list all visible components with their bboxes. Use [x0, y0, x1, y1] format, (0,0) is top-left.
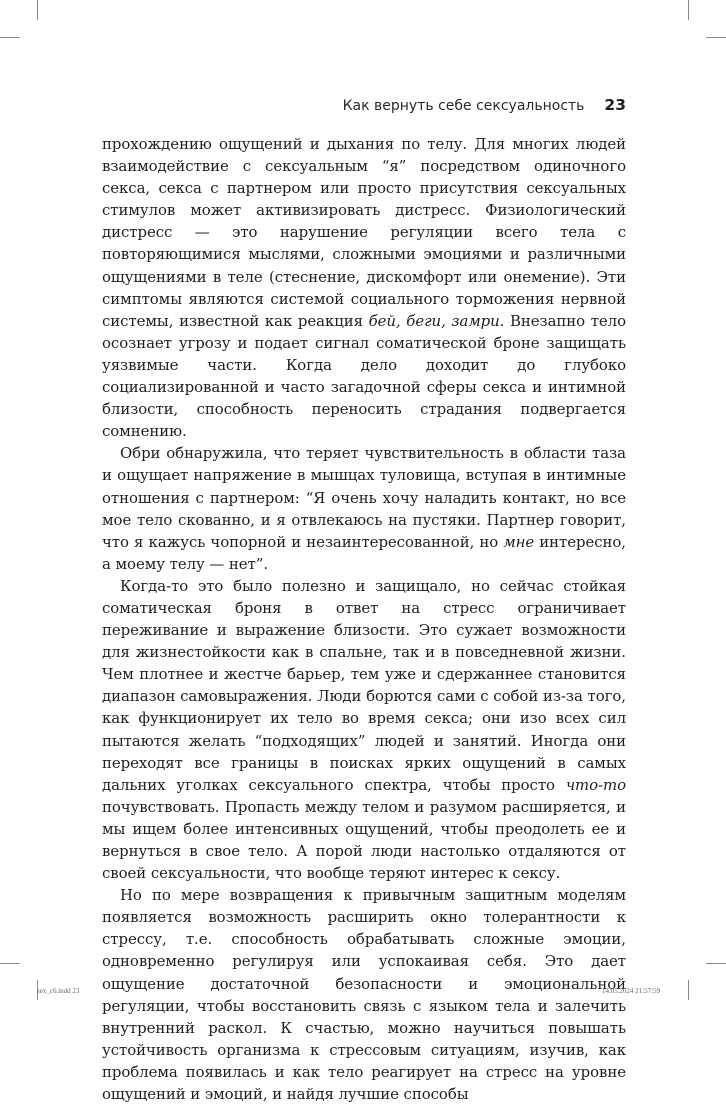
- paragraph: [102, 442, 626, 575]
- crop-mark: [688, 0, 689, 20]
- text-run: Когда-то это было полезно и защищало, но сейчас стойкая соматическая броня в ответ на стресс ограничивает переживание и выражение близости. Это сужает возможности для жизнестойкости как в спальне, так и в повседневной жизни. Чем плотнее и жестче барьер, тем уже и сдержаннее становится диапазон самовыражения. Люди борются сами с собой из-за того, как функционирует их тело во время секса; они изо всех сил пытаются желать “подходящих” людей и занятий. Иногда они переходят все границы в поисках ярких ощущений в самых дальних уголках сексуального спектра, чтобы просто: [102, 576, 626, 794]
- slug-file: sex_c6.indd 23: [37, 987, 80, 995]
- body-text: [102, 133, 626, 1105]
- running-header: [126, 96, 626, 114]
- paragraph: [102, 884, 626, 1105]
- text-run: интересно, а моему телу — нет”.: [102, 532, 626, 573]
- italic-text: мне: [503, 532, 535, 551]
- slug-timestamp: 14.05.2024 21:57:59: [602, 987, 661, 995]
- page-number: 23: [604, 96, 626, 114]
- paragraph: [102, 133, 626, 442]
- italic-text: что-то: [565, 775, 626, 794]
- crop-mark: [688, 980, 689, 1000]
- crop-mark: [0, 37, 20, 38]
- italic-text: бей, беги, замри: [368, 311, 500, 330]
- crop-mark: [37, 0, 38, 20]
- crop-mark: [706, 37, 726, 38]
- text-run: почувствовать. Пропасть между телом и разумом расширяется, и мы ищем более интенсивных ощущений, чтобы преодолеть ее и вернуться в свое тело. А порой люди настолько отдаляются от своей сексуальности, что вообще теряют интерес к сексу.: [102, 797, 626, 883]
- text-run: . Внезапно тело осознает угрозу и подает сигнал соматической броне защищать уязвимые части. Когда дело доходит до глубоко социализированной и часто загадочной сферы секса и интимной близости, способность переносить страдания подвергается сомнению.: [102, 311, 626, 441]
- crop-mark: [706, 963, 726, 964]
- crop-mark: [0, 963, 20, 964]
- text-run: прохождению ощущений и дыхания по телу. Для многих людей взаимодействие с сексуальным “я” посредством одиночного секса, секса с партнером или просто присутствия сексуальных стимулов может активизировать дистресс. Физиологический дистресс — это нарушение регуляции всего тела с повторяющимися мыслями, сложными эмоциями и различными ощущениями в теле (стеснение, дискомфорт или онемение). Эти симптомы являются системой социального торможения нервной системы, известной как реакция: [102, 135, 626, 330]
- paragraph: [102, 575, 626, 884]
- text-run: Но по мере возвращения к привычным защитным моделям появляется возможность расширить окно толерантности к стрессу, т.е. способность обрабатывать сложные эмоции, одновременно регулируя или успокаивая себя. Это дает ощущение достаточной безопасности и эмоциональной регуляции, чтобы восстановить связь с языком тела и залечить внутренний раскол. К счастью, можно научиться повышать устойчивость организма к стрессовым ситуациям, изучив, как проблема появилась и как тело реагирует на стресс на уровне ощущений и эмоций, и найдя лучшие способы: [102, 886, 626, 1104]
- text-run: Обри обнаружила, что теряет чувствительность в области таза и ощущает напряжение в мышцах туловища, вступая в интимные отношения с партнером: “Я очень хочу наладить контакт, но все мое тело скованно, и я отвлекаюсь на пустяки. Партнер говорит, что я кажусь чопорной и незаинтересованной, но: [102, 444, 626, 551]
- running-title: Как вернуть себе сексуальность: [342, 98, 585, 114]
